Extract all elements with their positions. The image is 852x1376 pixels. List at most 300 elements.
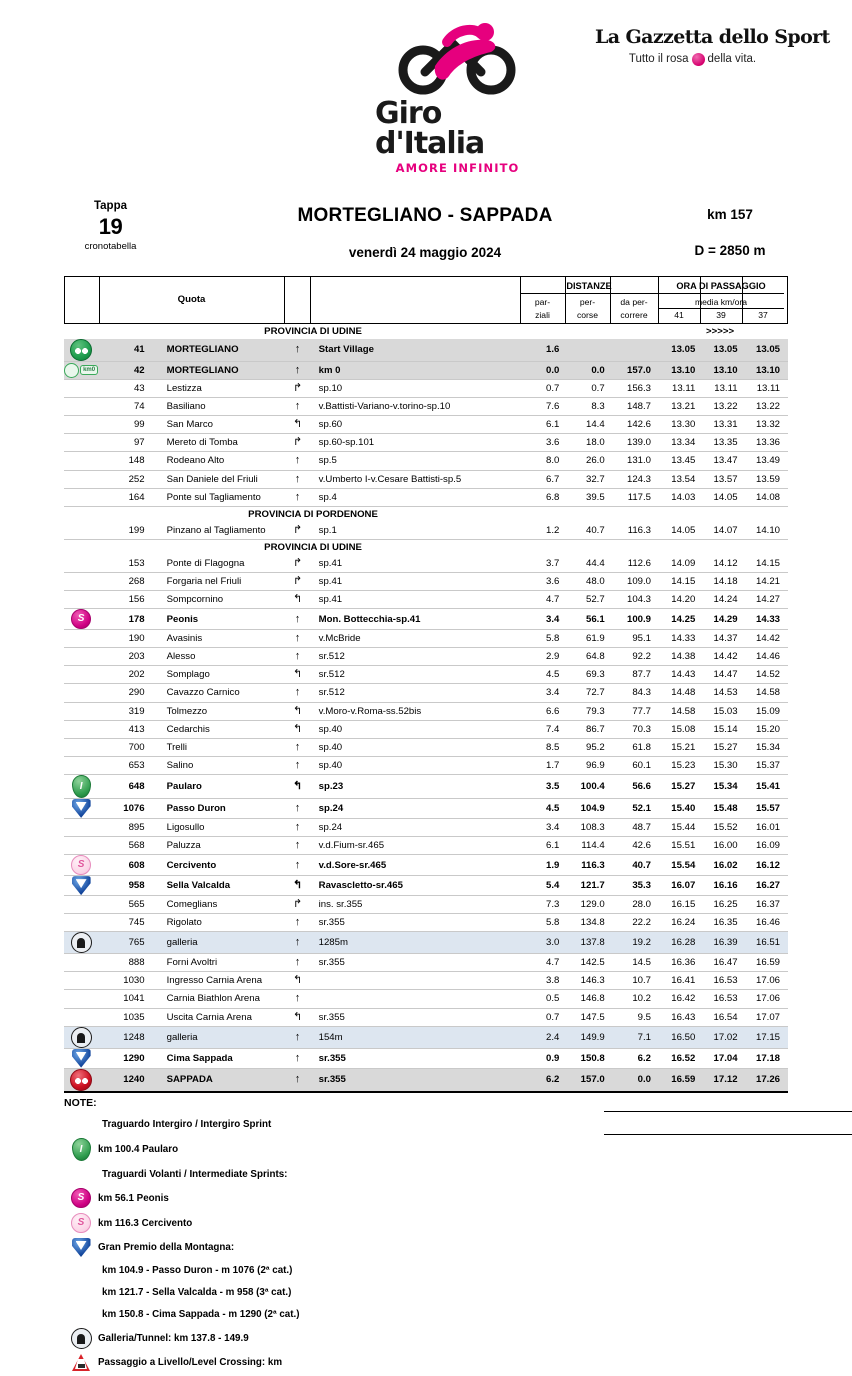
row-time-39: 15.14 (703, 720, 745, 738)
row-time-41: 13.21 (661, 398, 703, 416)
row-distance-percorse (567, 339, 612, 362)
row-distance-percorse: 114.4 (567, 836, 612, 854)
row-distance-da-percorrere: 131.0 (613, 452, 661, 470)
row-direction-arrow-icon: ↱ (284, 555, 310, 573)
row-distance-da-percorrere: 100.9 (613, 609, 661, 630)
intermediate-sprint-badge: S (71, 1188, 91, 1208)
row-location-name: Cedarchis (157, 720, 285, 738)
header-ora-passaggio: ORA DI PASSAGGIO (676, 281, 766, 291)
row-marker-cell (64, 932, 98, 954)
row-quota: 202 (98, 666, 156, 684)
intergiro-badge: I (72, 1138, 91, 1161)
row-quota: 148 (98, 452, 156, 470)
row-quota: 1041 (98, 990, 156, 1008)
note-icon (64, 1238, 98, 1257)
row-marker-cell (64, 954, 98, 972)
row-road: 1285m (311, 932, 522, 954)
row-road: sp.40 (311, 756, 522, 774)
note-text: km 116.3 Cercivento (98, 1217, 193, 1229)
row-direction-arrow-icon: ↑ (284, 954, 310, 972)
row-road: v.McBride (311, 630, 522, 648)
signature-rule-2 (604, 1134, 852, 1135)
note-icon (64, 1328, 98, 1349)
row-quota: 190 (98, 630, 156, 648)
row-time-37: 13.32 (746, 416, 788, 434)
row-location-name: MORTEGLIANO (157, 339, 285, 362)
row-time-41: 14.33 (661, 630, 703, 648)
row-distance-parziali: 8.0 (522, 452, 567, 470)
row-distance-da-percorrere: 104.3 (613, 591, 661, 609)
province-spacer (522, 539, 788, 555)
row-direction-arrow-icon: ↱ (284, 572, 310, 590)
row-time-39: 14.12 (703, 555, 745, 573)
row-marker-cell (64, 452, 98, 470)
table-row (64, 818, 788, 836)
row-distance-da-percorrere: 95.1 (613, 630, 661, 648)
row-distance-da-percorrere: 56.6 (613, 774, 661, 798)
row-location-name: Carnia Biathlon Arena (157, 990, 285, 1008)
row-direction-arrow-icon: ↑ (284, 630, 310, 648)
row-marker-cell (64, 1026, 98, 1048)
row-time-37: 16.46 (746, 914, 788, 932)
row-direction-arrow-icon: ↰ (284, 702, 310, 720)
row-location-name: Rigolato (157, 914, 285, 932)
row-distance-parziali: 4.7 (522, 954, 567, 972)
row-marker-cell (64, 738, 98, 756)
row-time-37: 14.52 (746, 666, 788, 684)
giro-cyclist-icon (395, 22, 521, 98)
stage-number-block (58, 200, 163, 252)
row-marker-cell (64, 914, 98, 932)
row-marker-cell (64, 555, 98, 573)
table-row (64, 398, 788, 416)
row-time-37: 16.01 (746, 818, 788, 836)
row-distance-percorse: 104.9 (567, 798, 612, 818)
gazzetta-tagline-right: della vita. (707, 52, 757, 65)
row-distance-percorse: 61.9 (567, 630, 612, 648)
row-time-41: 14.20 (661, 591, 703, 609)
row-time-41: 15.54 (661, 855, 703, 876)
row-quota: 568 (98, 836, 156, 854)
row-direction-arrow-icon: ↰ (284, 876, 310, 896)
row-location-name: Paularo (157, 774, 285, 798)
note-item (64, 1213, 788, 1233)
row-road: v.Battisti-Variano-v.torino-sp.10 (311, 398, 522, 416)
row-distance-parziali: 2.4 (522, 1026, 567, 1048)
row-distance-da-percorrere: 19.2 (613, 932, 661, 954)
province-label: PROVINCIA DI UDINE (264, 541, 362, 553)
row-location-name: Passo Duron (157, 798, 285, 818)
row-quota: 319 (98, 702, 156, 720)
table-row (64, 555, 788, 573)
table-row (64, 522, 788, 540)
row-time-39: 13.47 (703, 452, 745, 470)
table-row (64, 1026, 788, 1048)
row-distance-parziali: 4.5 (522, 666, 567, 684)
row-time-39: 17.02 (703, 1026, 745, 1048)
tappa-label: Tappa (93, 200, 127, 212)
row-distance-da-percorrere: 116.3 (613, 522, 661, 540)
row-quota: 99 (98, 416, 156, 434)
row-time-37: 15.20 (746, 720, 788, 738)
row-time-41: 13.45 (661, 452, 703, 470)
row-direction-arrow-icon: ↑ (284, 362, 310, 380)
row-marker-cell (64, 609, 98, 630)
header-perc-2: corse (576, 310, 598, 320)
table-row (64, 434, 788, 452)
row-marker-cell (64, 434, 98, 452)
row-time-41: 16.43 (661, 1008, 703, 1026)
row-road: sp.41 (311, 591, 522, 609)
row-quota: 1240 (98, 1068, 156, 1091)
giro-wordmark: Giro d'Italia (375, 96, 485, 161)
table-row (64, 572, 788, 590)
row-time-37: 14.15 (746, 555, 788, 573)
row-distance-da-percorrere: 124.3 (613, 470, 661, 488)
row-road: v.d.Fium-sr.465 (311, 836, 522, 854)
row-time-41: 14.03 (661, 488, 703, 506)
row-quota: 178 (98, 609, 156, 630)
row-road: sp.23 (311, 774, 522, 798)
row-time-39: 13.05 (703, 339, 745, 362)
table-row (64, 855, 788, 876)
header-speed-39: 39 (716, 310, 726, 320)
row-time-39: 14.18 (703, 572, 745, 590)
row-location-name: MORTEGLIANO (157, 362, 285, 380)
row-distance-parziali: 0.5 (522, 990, 567, 1008)
row-distance-parziali: 2.9 (522, 648, 567, 666)
row-quota: 252 (98, 470, 156, 488)
row-distance-parziali: 3.4 (522, 684, 567, 702)
row-time-37: 14.08 (746, 488, 788, 506)
row-time-39: 13.31 (703, 416, 745, 434)
row-distance-percorse: 95.2 (567, 738, 612, 756)
row-marker-cell (64, 756, 98, 774)
row-distance-percorse: 129.0 (567, 896, 612, 914)
row-distance-parziali: 0.0 (522, 362, 567, 380)
row-time-41: 14.25 (661, 609, 703, 630)
row-time-39: 14.24 (703, 591, 745, 609)
row-time-39: 15.30 (703, 756, 745, 774)
row-marker-cell (64, 774, 98, 798)
row-location-name: Somplago (157, 666, 285, 684)
note-text: km 150.8 - Cima Sappada - m 1290 (2ª cat.) (102, 1309, 300, 1320)
row-time-41: 13.05 (661, 339, 703, 362)
row-time-39: 14.42 (703, 648, 745, 666)
row-direction-arrow-icon: ↱ (284, 380, 310, 398)
row-location-name: Mereto di Tomba (157, 434, 285, 452)
row-quota: 745 (98, 914, 156, 932)
gazzetta-tagline-left: Tutto il rosa (628, 52, 689, 65)
row-distance-percorse: 142.5 (567, 954, 612, 972)
row-time-41: 14.48 (661, 684, 703, 702)
row-distance-percorse: 121.7 (567, 876, 612, 896)
row-distance-percorse: 40.7 (567, 522, 612, 540)
row-distance-percorse: 44.4 (567, 555, 612, 573)
row-quota: 1290 (98, 1048, 156, 1068)
row-quota: 43 (98, 380, 156, 398)
row-time-37: 17.15 (746, 1026, 788, 1048)
row-direction-arrow-icon: ↑ (284, 798, 310, 818)
row-distance-parziali: 4.5 (522, 798, 567, 818)
row-location-name: galleria (157, 932, 285, 954)
row-distance-percorse: 137.8 (567, 932, 612, 954)
gazzetta-wordmark: La Gazzetta dello Sport (595, 26, 830, 48)
row-distance-percorse: 146.8 (567, 990, 612, 1008)
row-distance-parziali: 6.1 (522, 836, 567, 854)
row-time-41: 14.38 (661, 648, 703, 666)
row-time-41: 16.28 (661, 932, 703, 954)
row-location-name: Lestizza (157, 380, 285, 398)
row-distance-da-percorrere: 42.6 (613, 836, 661, 854)
row-road: sp.4 (311, 488, 522, 506)
finish-badge (70, 1069, 92, 1091)
row-distance-percorse: 108.3 (567, 818, 612, 836)
table-row (64, 836, 788, 854)
row-time-41: 15.23 (661, 756, 703, 774)
row-distance-parziali: 0.9 (522, 1048, 567, 1068)
table-row (64, 756, 788, 774)
row-distance-percorse: 69.3 (567, 666, 612, 684)
note-icon (64, 1354, 98, 1371)
notes-signature-rules (604, 1111, 852, 1135)
row-quota: 958 (98, 876, 156, 896)
table-row (64, 896, 788, 914)
row-distance-parziali: 7.3 (522, 896, 567, 914)
tunnel-badge (71, 1328, 92, 1349)
row-road: sr.355 (311, 954, 522, 972)
row-location-name: Uscita Carnia Arena (157, 1008, 285, 1026)
row-time-37: 15.34 (746, 738, 788, 756)
row-distance-percorse: 72.7 (567, 684, 612, 702)
row-time-41: 14.58 (661, 702, 703, 720)
row-quota: 156 (98, 591, 156, 609)
row-time-37: 16.12 (746, 855, 788, 876)
row-direction-arrow-icon: ↑ (284, 398, 310, 416)
row-distance-parziali: 6.8 (522, 488, 567, 506)
row-distance-percorse: 39.5 (567, 488, 612, 506)
row-time-37: 16.59 (746, 954, 788, 972)
row-time-41: 16.24 (661, 914, 703, 932)
row-time-39: 16.53 (703, 972, 745, 990)
row-distance-parziali: 3.0 (522, 932, 567, 954)
row-location-name: Forni Avoltri (157, 954, 285, 972)
row-direction-arrow-icon: ↑ (284, 990, 310, 1008)
table-row (64, 339, 788, 362)
row-time-41: 15.44 (661, 818, 703, 836)
row-distance-da-percorrere: 10.2 (613, 990, 661, 1008)
row-time-39: 16.54 (703, 1008, 745, 1026)
row-distance-percorse: 116.3 (567, 855, 612, 876)
note-item (64, 1238, 788, 1257)
row-location-name: Salino (157, 756, 285, 774)
row-time-41: 13.10 (661, 362, 703, 380)
row-quota: 41 (98, 339, 156, 362)
table-row (64, 876, 788, 896)
row-road: v.Moro-v.Roma-ss.52bis (311, 702, 522, 720)
row-quota: 268 (98, 572, 156, 590)
row-quota: 42 (98, 362, 156, 380)
header-dap-2: correre (620, 310, 648, 320)
row-time-41: 13.34 (661, 434, 703, 452)
row-distance-da-percorrere: 142.6 (613, 416, 661, 434)
row-marker-cell (64, 380, 98, 398)
row-road: sr.355 (311, 914, 522, 932)
intermediate-sprint-badge: S (71, 855, 91, 875)
row-road: sr.355 (311, 1068, 522, 1091)
page-title: MORTEGLIANO - SAPPADA (297, 205, 553, 226)
giro-tagline: AMORE INFINITO (395, 161, 520, 175)
row-time-37: 17.06 (746, 990, 788, 1008)
row-distance-parziali: 6.7 (522, 470, 567, 488)
note-text: Passaggio a Livello/Level Crossing: km (98, 1357, 283, 1368)
row-time-41: 13.30 (661, 416, 703, 434)
row-marker-cell (64, 522, 98, 540)
row-time-39: 14.37 (703, 630, 745, 648)
row-time-39: 16.35 (703, 914, 745, 932)
note-item (64, 1166, 788, 1183)
row-time-37: 15.41 (746, 774, 788, 798)
row-distance-da-percorrere: 0.0 (613, 1068, 661, 1091)
row-road: sr.512 (311, 684, 522, 702)
row-direction-arrow-icon: ↑ (284, 1048, 310, 1068)
row-time-41: 13.11 (661, 380, 703, 398)
row-time-37: 13.36 (746, 434, 788, 452)
note-text: km 121.7 - Sella Valcalda - m 958 (3ª cat.) (102, 1287, 292, 1298)
note-item (64, 1138, 788, 1161)
row-time-39: 14.07 (703, 522, 745, 540)
row-distance-da-percorrere: 109.0 (613, 572, 661, 590)
row-time-41: 16.41 (661, 972, 703, 990)
row-distance-percorse: 0.7 (567, 380, 612, 398)
header-speed-41: 41 (674, 310, 684, 320)
row-direction-arrow-icon: ↑ (284, 648, 310, 666)
note-item (64, 1262, 788, 1279)
gazzetta-logo (595, 26, 830, 66)
table-row (64, 1048, 788, 1068)
province-spacer (522, 506, 788, 522)
row-marker-cell (64, 339, 98, 362)
row-quota: 895 (98, 818, 156, 836)
row-distance-da-percorrere: 157.0 (613, 362, 661, 380)
row-distance-percorse: 48.0 (567, 572, 612, 590)
notes-title: NOTE: (64, 1097, 97, 1109)
note-item (64, 1306, 788, 1323)
row-marker-cell (64, 720, 98, 738)
row-time-41: 14.43 (661, 666, 703, 684)
header-dap-1: da per- (620, 297, 648, 307)
row-direction-arrow-icon: ↰ (284, 591, 310, 609)
table-row (64, 954, 788, 972)
row-distance-percorse: 150.8 (567, 1048, 612, 1068)
row-time-41: 16.50 (661, 1026, 703, 1048)
row-time-37: 13.05 (746, 339, 788, 362)
table-row (64, 630, 788, 648)
row-direction-arrow-icon: ↰ (284, 774, 310, 798)
row-location-name: Ponte sul Tagliamento (157, 488, 285, 506)
row-time-39: 13.10 (703, 362, 745, 380)
row-distance-parziali: 3.5 (522, 774, 567, 798)
row-time-37: 17.26 (746, 1068, 788, 1091)
row-distance-percorse: 64.8 (567, 648, 612, 666)
row-road: sp.40 (311, 738, 522, 756)
row-quota: 1076 (98, 798, 156, 818)
row-direction-arrow-icon: ↑ (284, 470, 310, 488)
row-distance-parziali: 1.7 (522, 756, 567, 774)
row-marker-cell (64, 648, 98, 666)
table-row (64, 591, 788, 609)
row-distance-parziali: 1.9 (522, 855, 567, 876)
row-distance-parziali: 7.6 (522, 398, 567, 416)
row-distance-da-percorrere: 28.0 (613, 896, 661, 914)
row-direction-arrow-icon: ↑ (284, 452, 310, 470)
row-direction-arrow-icon: ↑ (284, 1068, 310, 1091)
header-distanze: DISTANZE (566, 281, 612, 291)
row-time-39: 17.12 (703, 1068, 745, 1091)
note-text: Traguardo Intergiro / Intergiro Sprint (102, 1119, 272, 1130)
rosa-dot-icon (692, 53, 705, 66)
row-distance-da-percorrere: 70.3 (613, 720, 661, 738)
row-distance-percorse: 52.7 (567, 591, 612, 609)
row-time-39: 16.39 (703, 932, 745, 954)
row-location-name: Peonis (157, 609, 285, 630)
row-distance-parziali: 6.2 (522, 1068, 567, 1091)
row-time-37: 15.09 (746, 702, 788, 720)
intermediate-sprint-badge: S (71, 1213, 91, 1233)
row-marker-cell (64, 818, 98, 836)
signature-rule-1 (604, 1111, 852, 1112)
row-marker-cell (64, 1008, 98, 1026)
row-location-name: Tolmezzo (157, 702, 285, 720)
row-time-37: 13.10 (746, 362, 788, 380)
row-time-37: 14.42 (746, 630, 788, 648)
row-time-39: 13.35 (703, 434, 745, 452)
row-location-name: San Daniele del Friuli (157, 470, 285, 488)
row-distance-percorse: 0.0 (567, 362, 612, 380)
row-location-name: Forgaria nel Friuli (157, 572, 285, 590)
stage-distance: km 157 (707, 207, 753, 222)
row-quota: 74 (98, 398, 156, 416)
row-distance-da-percorrere: 139.0 (613, 434, 661, 452)
note-text: Traguardi Volanti / Intermediate Sprints: (102, 1169, 288, 1180)
note-icon (64, 1213, 98, 1233)
row-marker-cell (64, 416, 98, 434)
level-crossing-badge (72, 1354, 91, 1371)
row-distance-parziali: 5.8 (522, 630, 567, 648)
row-time-41: 15.40 (661, 798, 703, 818)
row-distance-da-percorrere: 52.1 (613, 798, 661, 818)
row-time-37: 17.06 (746, 972, 788, 990)
row-distance-parziali: 0.7 (522, 1008, 567, 1026)
header-quota: Quota (177, 294, 206, 305)
row-distance-da-percorrere: 60.1 (613, 756, 661, 774)
row-road: sp.10 (311, 380, 522, 398)
row-direction-arrow-icon: ↑ (284, 818, 310, 836)
row-distance-da-percorrere: 14.5 (613, 954, 661, 972)
row-time-39: 14.29 (703, 609, 745, 630)
note-text: km 56.1 Peonis (98, 1192, 169, 1204)
row-distance-percorse: 100.4 (567, 774, 612, 798)
row-location-name: Trelli (157, 738, 285, 756)
header-perc-1: per- (579, 297, 596, 307)
row-time-37: 13.59 (746, 470, 788, 488)
note-item (64, 1188, 788, 1208)
province-section-row (64, 539, 788, 555)
row-quota: 888 (98, 954, 156, 972)
row-quota: 290 (98, 684, 156, 702)
row-location-name: Cavazzo Carnico (157, 684, 285, 702)
row-time-37: 14.46 (746, 648, 788, 666)
